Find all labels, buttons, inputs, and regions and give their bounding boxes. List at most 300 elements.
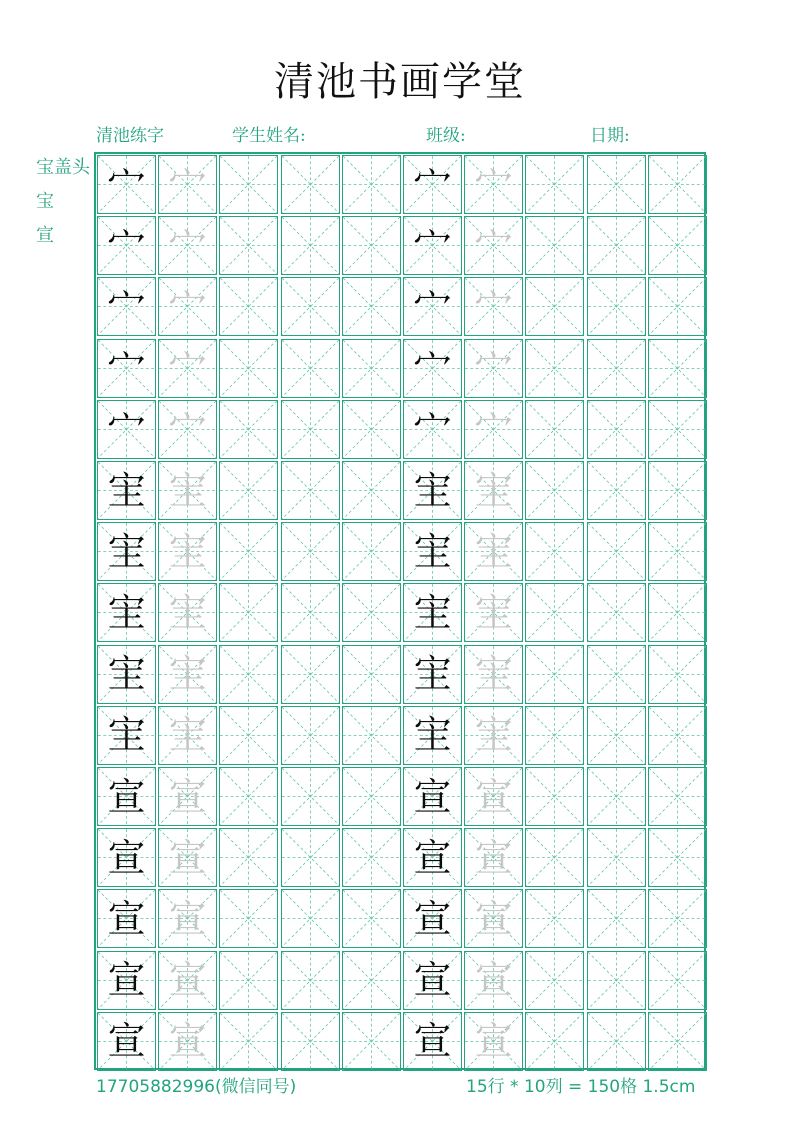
trace-character: 宀 — [168, 223, 207, 268]
mi-guide-lines — [526, 462, 583, 519]
mi-guide-lines — [343, 829, 400, 886]
grid-cell — [219, 339, 278, 398]
mi-guide-lines — [343, 768, 400, 825]
grid-cell — [342, 828, 401, 887]
mi-guide-lines — [588, 462, 645, 519]
grid-cell — [342, 400, 401, 459]
trace-character: 宔 — [474, 713, 513, 758]
trace-character: 宣 — [168, 835, 207, 880]
mi-guide-lines — [343, 401, 400, 458]
grid-cell — [648, 155, 707, 214]
mi-guide-lines — [343, 584, 400, 641]
mi-guide-lines — [343, 1013, 400, 1070]
grid-cell — [648, 339, 707, 398]
mi-guide-lines — [282, 890, 339, 947]
grid-cell — [281, 889, 340, 948]
grid-cell — [342, 706, 401, 765]
grid-cell — [587, 706, 646, 765]
mi-guide-lines — [282, 523, 339, 580]
side-label-radical: 宝盖头 — [36, 157, 90, 178]
grid-cell — [281, 645, 340, 704]
mi-guide-lines — [343, 278, 400, 335]
mi-guide-lines — [526, 646, 583, 703]
grid-cell — [97, 951, 156, 1010]
trace-character: 宀 — [474, 162, 513, 207]
trace-character: 宀 — [168, 407, 207, 452]
grid-cell — [219, 583, 278, 642]
grid-cell — [464, 889, 523, 948]
grid-cell — [587, 767, 646, 826]
mi-guide-lines — [220, 768, 277, 825]
trace-character: 宣 — [168, 896, 207, 941]
mi-guide-lines — [282, 829, 339, 886]
mi-guide-lines — [282, 217, 339, 274]
mi-guide-lines — [649, 829, 706, 886]
grid-cell — [464, 767, 523, 826]
grid-cell — [281, 522, 340, 581]
trace-character: 宔 — [474, 468, 513, 513]
grid-cell — [403, 400, 462, 459]
grid-cell — [281, 216, 340, 275]
mi-guide-lines — [282, 401, 339, 458]
grid-cell — [342, 951, 401, 1010]
trace-character: 宀 — [168, 346, 207, 391]
mi-guide-lines — [649, 646, 706, 703]
grid-cell — [219, 889, 278, 948]
grid-cell — [219, 277, 278, 336]
grid-cell — [97, 889, 156, 948]
model-character: 宀 — [107, 223, 146, 268]
mi-guide-lines — [649, 278, 706, 335]
model-character: 宣 — [107, 835, 146, 880]
model-character: 宀 — [413, 284, 452, 329]
grid-cell — [97, 400, 156, 459]
mi-guide-lines — [649, 217, 706, 274]
model-character: 宔 — [413, 529, 452, 574]
mi-guide-lines — [343, 156, 400, 213]
grid-cell — [97, 828, 156, 887]
mi-guide-lines — [220, 829, 277, 886]
footer-spec: 15行 * 10列 = 150格 1.5cm — [466, 1077, 696, 1097]
mi-guide-lines — [282, 768, 339, 825]
model-character: 宀 — [413, 407, 452, 452]
mi-guide-lines — [649, 890, 706, 947]
side-label-char-1: 宝 — [36, 191, 54, 212]
grid-cell — [281, 155, 340, 214]
grid-cell — [587, 400, 646, 459]
trace-character: 宣 — [474, 835, 513, 880]
grid-cell — [158, 645, 217, 704]
trace-character: 宔 — [474, 529, 513, 574]
mi-guide-lines — [588, 401, 645, 458]
grid-cell — [219, 216, 278, 275]
grid-cell — [342, 461, 401, 520]
grid-cell — [587, 828, 646, 887]
grid-cell — [587, 216, 646, 275]
mi-guide-lines — [343, 646, 400, 703]
mi-guide-lines — [343, 340, 400, 397]
grid-cell — [403, 645, 462, 704]
trace-character: 宣 — [474, 774, 513, 819]
trace-character: 宔 — [168, 590, 207, 635]
grid-cell — [219, 951, 278, 1010]
mi-guide-lines — [588, 156, 645, 213]
grid-cell — [158, 767, 217, 826]
trace-character: 宣 — [168, 958, 207, 1003]
mi-guide-lines — [649, 401, 706, 458]
model-character: 宣 — [107, 958, 146, 1003]
grid-cell — [464, 277, 523, 336]
mi-guide-lines — [282, 1013, 339, 1070]
mi-guide-lines — [343, 217, 400, 274]
mi-guide-lines — [282, 462, 339, 519]
grid-cell — [158, 828, 217, 887]
grid-cell — [648, 951, 707, 1010]
trace-character: 宔 — [168, 529, 207, 574]
mi-guide-lines — [526, 401, 583, 458]
grid-cell — [219, 522, 278, 581]
grid-cell — [403, 767, 462, 826]
grid-cell — [158, 951, 217, 1010]
grid-cell — [525, 461, 584, 520]
grid-cell — [648, 1012, 707, 1071]
practice-grid — [94, 152, 706, 1070]
mi-guide-lines — [343, 707, 400, 764]
grid-cell — [525, 277, 584, 336]
mi-guide-lines — [343, 890, 400, 947]
grid-cell — [97, 216, 156, 275]
mi-guide-lines — [588, 278, 645, 335]
trace-character: 宀 — [474, 346, 513, 391]
mi-guide-lines — [588, 646, 645, 703]
grid-cell — [219, 706, 278, 765]
grid-cell — [525, 767, 584, 826]
grid-cell — [525, 400, 584, 459]
grid-cell — [648, 706, 707, 765]
grid-cell — [158, 461, 217, 520]
grid-cell — [403, 889, 462, 948]
model-character: 宔 — [413, 713, 452, 758]
grid-cell — [219, 645, 278, 704]
grid-cell — [587, 155, 646, 214]
trace-character: 宀 — [474, 284, 513, 329]
mi-guide-lines — [588, 340, 645, 397]
model-character: 宣 — [413, 958, 452, 1003]
mi-guide-lines — [588, 1013, 645, 1070]
mi-guide-lines — [649, 952, 706, 1009]
grid-cell — [219, 461, 278, 520]
grid-cell — [342, 645, 401, 704]
trace-character: 宔 — [474, 590, 513, 635]
grid-cell — [158, 277, 217, 336]
mi-guide-lines — [220, 156, 277, 213]
grid-cell — [587, 1012, 646, 1071]
model-character: 宣 — [413, 1019, 452, 1064]
mi-guide-lines — [526, 156, 583, 213]
mi-guide-lines — [526, 1013, 583, 1070]
mi-guide-lines — [526, 768, 583, 825]
grid-cell — [587, 889, 646, 948]
grid-cell — [464, 951, 523, 1010]
grid-cell — [464, 1012, 523, 1071]
model-character: 宣 — [107, 896, 146, 941]
grid-cell — [525, 951, 584, 1010]
mi-guide-lines — [526, 584, 583, 641]
model-character: 宔 — [107, 590, 146, 635]
mi-guide-lines — [220, 952, 277, 1009]
trace-character: 宔 — [474, 652, 513, 697]
grid-cell — [97, 277, 156, 336]
model-character: 宀 — [107, 162, 146, 207]
model-character: 宔 — [413, 468, 452, 513]
grid-cell — [464, 400, 523, 459]
grid-cell — [464, 216, 523, 275]
grid-cell — [464, 461, 523, 520]
grid-cell — [403, 583, 462, 642]
mi-guide-lines — [220, 890, 277, 947]
mi-guide-lines — [343, 952, 400, 1009]
mi-guide-lines — [343, 462, 400, 519]
date-label: 日期: — [590, 126, 630, 146]
grid-cell — [342, 889, 401, 948]
mi-guide-lines — [588, 768, 645, 825]
mi-guide-lines — [526, 523, 583, 580]
grid-cell — [525, 216, 584, 275]
grid-cell — [158, 400, 217, 459]
class-label: 班级: — [426, 126, 466, 146]
mi-guide-lines — [526, 829, 583, 886]
model-character: 宔 — [107, 468, 146, 513]
mi-guide-lines — [588, 829, 645, 886]
grid-cell — [158, 522, 217, 581]
model-character: 宀 — [413, 162, 452, 207]
model-character: 宀 — [107, 284, 146, 329]
grid-cell — [648, 767, 707, 826]
grid-cell — [281, 583, 340, 642]
grid-cell — [525, 645, 584, 704]
trace-character: 宔 — [168, 713, 207, 758]
grid-cell — [219, 828, 278, 887]
grid-cell — [464, 339, 523, 398]
model-character: 宀 — [107, 407, 146, 452]
model-character: 宔 — [107, 529, 146, 574]
grid-cell — [158, 889, 217, 948]
footer-phone: 17705882996(微信同号) — [96, 1077, 297, 1097]
mi-guide-lines — [649, 340, 706, 397]
mi-guide-lines — [220, 340, 277, 397]
trace-character: 宔 — [168, 468, 207, 513]
model-character: 宔 — [413, 652, 452, 697]
grid-cell — [403, 461, 462, 520]
trace-character: 宀 — [168, 162, 207, 207]
grid-cell — [342, 1012, 401, 1071]
grid-cell — [464, 706, 523, 765]
grid-cell — [587, 461, 646, 520]
mi-guide-lines — [282, 278, 339, 335]
mi-guide-lines — [588, 523, 645, 580]
mi-guide-lines — [220, 401, 277, 458]
grid-cell — [97, 461, 156, 520]
grid-cell — [648, 889, 707, 948]
grid-cell — [648, 461, 707, 520]
grid-cell — [587, 645, 646, 704]
grid-cell — [403, 277, 462, 336]
grid-cell — [464, 522, 523, 581]
mi-guide-lines — [220, 1013, 277, 1070]
mi-guide-lines — [588, 707, 645, 764]
mi-guide-lines — [220, 217, 277, 274]
grid-cell — [158, 706, 217, 765]
grid-cell — [587, 339, 646, 398]
grid-cell — [158, 339, 217, 398]
grid-cell — [281, 339, 340, 398]
model-character: 宣 — [413, 896, 452, 941]
grid-cell — [158, 216, 217, 275]
mi-guide-lines — [588, 217, 645, 274]
grid-cell — [219, 155, 278, 214]
mi-guide-lines — [649, 584, 706, 641]
grid-cell — [403, 339, 462, 398]
model-character: 宣 — [107, 1019, 146, 1064]
mi-guide-lines — [282, 584, 339, 641]
model-character: 宔 — [107, 652, 146, 697]
mi-guide-lines — [526, 217, 583, 274]
model-character: 宀 — [413, 223, 452, 268]
grid-cell — [97, 583, 156, 642]
mi-guide-lines — [526, 952, 583, 1009]
grid-cell — [281, 767, 340, 826]
mi-guide-lines — [649, 462, 706, 519]
side-label-char-2: 宣 — [36, 225, 54, 246]
model-character: 宣 — [413, 774, 452, 819]
grid-cell — [281, 400, 340, 459]
mi-guide-lines — [220, 707, 277, 764]
grid-cell — [342, 277, 401, 336]
grid-cell — [219, 400, 278, 459]
trace-character: 宣 — [474, 958, 513, 1003]
trace-character: 宣 — [168, 1019, 207, 1064]
grid-cell — [403, 706, 462, 765]
mi-guide-lines — [526, 890, 583, 947]
trace-character: 宣 — [474, 896, 513, 941]
grid-cell — [525, 706, 584, 765]
student-name-label: 学生姓名: — [232, 126, 306, 146]
mi-guide-lines — [526, 340, 583, 397]
trace-character: 宀 — [168, 284, 207, 329]
trace-character: 宀 — [474, 223, 513, 268]
mi-guide-lines — [282, 646, 339, 703]
model-character: 宔 — [413, 590, 452, 635]
grid-cell — [342, 522, 401, 581]
grid-cell — [648, 645, 707, 704]
grid-cell — [97, 1012, 156, 1071]
mi-guide-lines — [526, 707, 583, 764]
grid-cell — [525, 828, 584, 887]
grid-cell — [281, 1012, 340, 1071]
mi-guide-lines — [282, 156, 339, 213]
mi-guide-lines — [649, 768, 706, 825]
grid-cell — [219, 767, 278, 826]
grid-cell — [587, 583, 646, 642]
mi-guide-lines — [649, 1013, 706, 1070]
mi-guide-lines — [220, 523, 277, 580]
grid-cell — [281, 706, 340, 765]
grid-cell — [403, 828, 462, 887]
mi-guide-lines — [649, 523, 706, 580]
brand-label: 清池练字 — [96, 126, 164, 146]
grid-cell — [281, 828, 340, 887]
grid-cell — [525, 522, 584, 581]
model-character: 宀 — [107, 346, 146, 391]
grid-cell — [281, 951, 340, 1010]
grid-cell — [342, 339, 401, 398]
grid-cell — [648, 277, 707, 336]
grid-cell — [403, 216, 462, 275]
model-character: 宣 — [107, 774, 146, 819]
mi-guide-lines — [220, 584, 277, 641]
mi-guide-lines — [526, 278, 583, 335]
grid-cell — [464, 645, 523, 704]
grid-cell — [342, 216, 401, 275]
grid-cell — [158, 1012, 217, 1071]
grid-cell — [525, 155, 584, 214]
grid-cell — [648, 828, 707, 887]
grid-cell — [525, 339, 584, 398]
grid-cell — [342, 767, 401, 826]
grid-cell — [403, 155, 462, 214]
grid-cell — [97, 645, 156, 704]
mi-guide-lines — [282, 340, 339, 397]
grid-cell — [97, 339, 156, 398]
mi-guide-lines — [588, 952, 645, 1009]
trace-character: 宣 — [474, 1019, 513, 1064]
grid-cell — [158, 583, 217, 642]
grid-cell — [219, 1012, 278, 1071]
grid-cell — [525, 1012, 584, 1071]
trace-character: 宣 — [168, 774, 207, 819]
mi-guide-lines — [282, 707, 339, 764]
mi-guide-lines — [220, 646, 277, 703]
grid-cell — [525, 583, 584, 642]
grid-cell — [587, 951, 646, 1010]
grid-cell — [281, 461, 340, 520]
page-title: 清池书画学堂 — [274, 59, 526, 105]
model-character: 宣 — [413, 835, 452, 880]
grid-cell — [648, 522, 707, 581]
grid-cell — [97, 706, 156, 765]
grid-cell — [97, 767, 156, 826]
mi-guide-lines — [220, 462, 277, 519]
grid-cell — [403, 951, 462, 1010]
grid-cell — [97, 522, 156, 581]
grid-cell — [403, 1012, 462, 1071]
grid-cell — [525, 889, 584, 948]
grid-cell — [587, 522, 646, 581]
grid-cell — [648, 216, 707, 275]
model-character: 宀 — [413, 346, 452, 391]
grid-cell — [464, 155, 523, 214]
mi-guide-lines — [282, 952, 339, 1009]
grid-cell — [97, 155, 156, 214]
grid-cell — [587, 277, 646, 336]
trace-character: 宔 — [168, 652, 207, 697]
grid-cell — [464, 583, 523, 642]
grid-cell — [342, 583, 401, 642]
grid-cell — [281, 277, 340, 336]
trace-character: 宀 — [474, 407, 513, 452]
mi-guide-lines — [588, 890, 645, 947]
grid-cell — [158, 155, 217, 214]
